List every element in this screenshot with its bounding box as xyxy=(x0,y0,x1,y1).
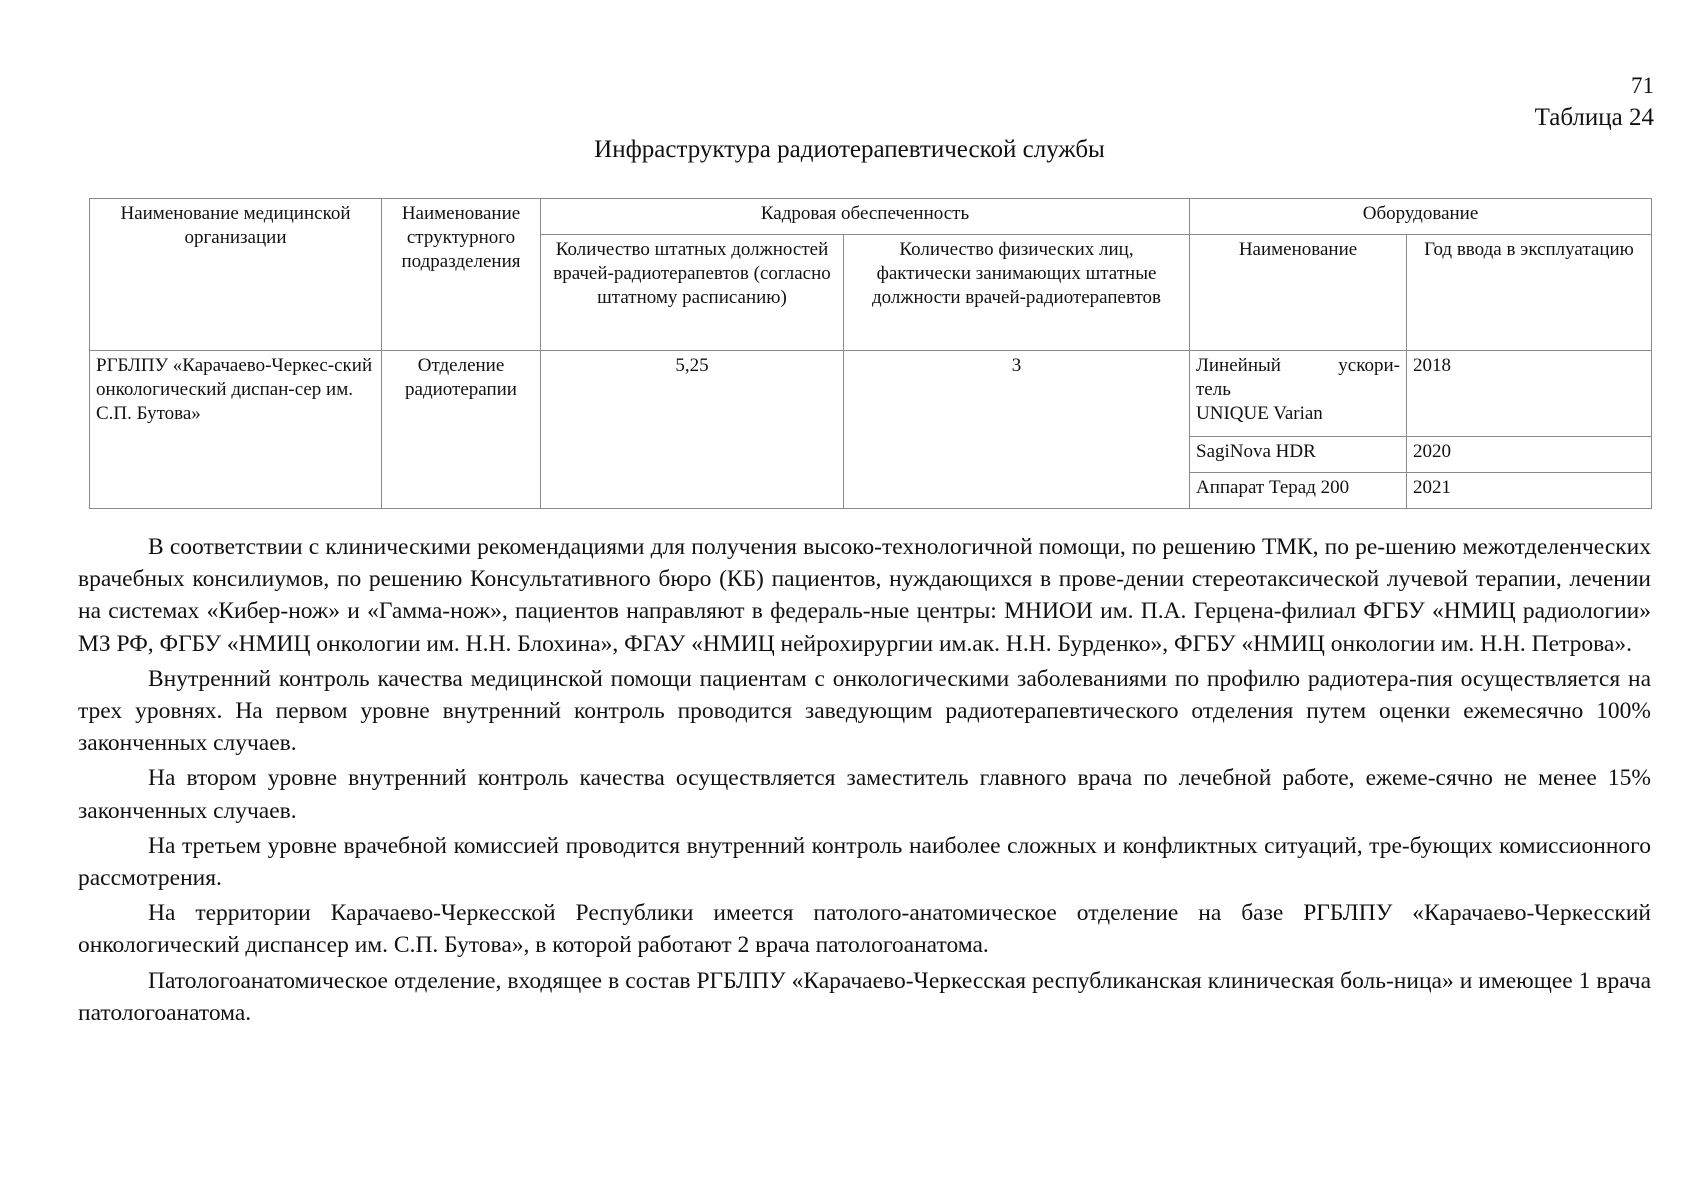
header-unit-name: Наименование структурного подразделения xyxy=(382,199,541,351)
equipment-name-1-line3: UNIQUE Varian xyxy=(1196,403,1323,424)
equipment-name-1-rest: тель xyxy=(1196,379,1231,400)
header-equipment-name: Наименование xyxy=(1190,235,1407,351)
cell-positions: 5,25 xyxy=(541,351,844,509)
body-text xyxy=(78,531,1651,1029)
header-equipment-group: Оборудование xyxy=(1190,199,1652,235)
cell-unit: Отделение радиотерапии xyxy=(382,351,541,509)
equipment-name-1-part1: Линейный xyxy=(1196,355,1281,376)
header-staffing-group: Кадровая обеспеченность xyxy=(541,199,1190,235)
cell-persons: 3 xyxy=(844,351,1190,509)
cell-equipment-name-2: SagiNova HDR xyxy=(1190,437,1407,473)
table-row xyxy=(90,351,1652,437)
paragraph: В соответствии с клиническими рекомендациями для получения высоко-технологичной помощи, по решению ТМК, по ре-шению межотделенческих врачебных консилиумов, по решению Консультативного бюро (КБ) пациентов, нуждающихся в прове-дении стереотаксической лучевой терапии, лечении на системах «Кибер-нож» и «Гамма-нож», пациентов направляют в федераль-ные центры: МНИОИ им. П.А. Герцена-филиал ФГБУ «НМИЦ радиологии» МЗ РФ, ФГБУ «НМИЦ онкологии им. Н.Н. Блохина», ФГАУ «НМИЦ нейрохирургии им.ак. Н.Н. Бурденко», ФГБУ «НМИЦ онкологии им. Н.Н. Петрова». xyxy=(78,534,1651,657)
cell-equipment-name-3: Аппарат Терад 200 xyxy=(1190,473,1407,509)
header-org-name: Наименование медицинской организации xyxy=(90,199,382,351)
table-header-row xyxy=(90,199,1652,235)
paragraph: На третьем уровне врачебной комиссией проводится внутренний контроль наиболее сложных и конфликтных ситуаций, тре-бующих комиссионного рассмотрения. xyxy=(78,832,1651,892)
header-equipment-year: Год ввода в эксплуатацию xyxy=(1407,235,1652,351)
paragraph: Патологоанатомическое отделение, входящее в состав РГБЛПУ «Карачаево-Черкесская республиканская клиническая боль-ница» и имеющее 1 врача патологоанатома. xyxy=(78,967,1651,1026)
table-label: Таблица 24 xyxy=(1534,104,1654,131)
equipment-name-line1 xyxy=(1196,354,1400,378)
cell-equipment-year-3: 2021 xyxy=(1407,473,1652,509)
paragraph: На втором уровне внутренний контроль качества осуществляется заместитель главного врача по лечебной работе, ежеме-сячно не менее 15% законченных случаев. xyxy=(78,765,1651,824)
cell-org: РГБЛПУ «Карачаево-Черкес-ский онкологический диспан-сер им. С.П. Бутова» xyxy=(90,351,382,509)
page-number: 71 xyxy=(1631,73,1654,98)
paragraph: На территории Карачаево-Черкесской Республики имеется патолого-анатомическое отделение на базе РГБЛПУ «Карачаево-Черкесский онкологический диспансер им. С.П. Бутова», в которой работают 2 врача патологоанатома. xyxy=(78,900,1651,959)
cell-equipment-year-1: 2018 xyxy=(1407,351,1652,437)
infrastructure-table xyxy=(89,198,1652,509)
equipment-name-1-part2: ускори- xyxy=(1338,355,1400,376)
header-staff-positions: Количество штатных должностей врачей-радиотерапевтов (согласно штатному расписанию) xyxy=(541,235,844,351)
cell-equipment-year-2: 2020 xyxy=(1407,437,1652,473)
paragraph: Внутренний контроль качества медицинской помощи пациентам с онкологическими заболеваниями по профилю радиотера-пия осуществляется на трех уровнях. На первом уровне внутренний контроль проводится заведующим радиотерапевтического отделения путем оценки ежемесячно 100% законченных случаев. xyxy=(78,665,1651,757)
cell-equipment-name-1 xyxy=(1190,351,1407,437)
table-title: Инфраструктура радиотерапевтической службы xyxy=(594,136,1105,163)
header-staff-persons: Количество физических лиц, фактически занимающих штатные должности врачей-радиотерапевтов xyxy=(844,235,1190,351)
